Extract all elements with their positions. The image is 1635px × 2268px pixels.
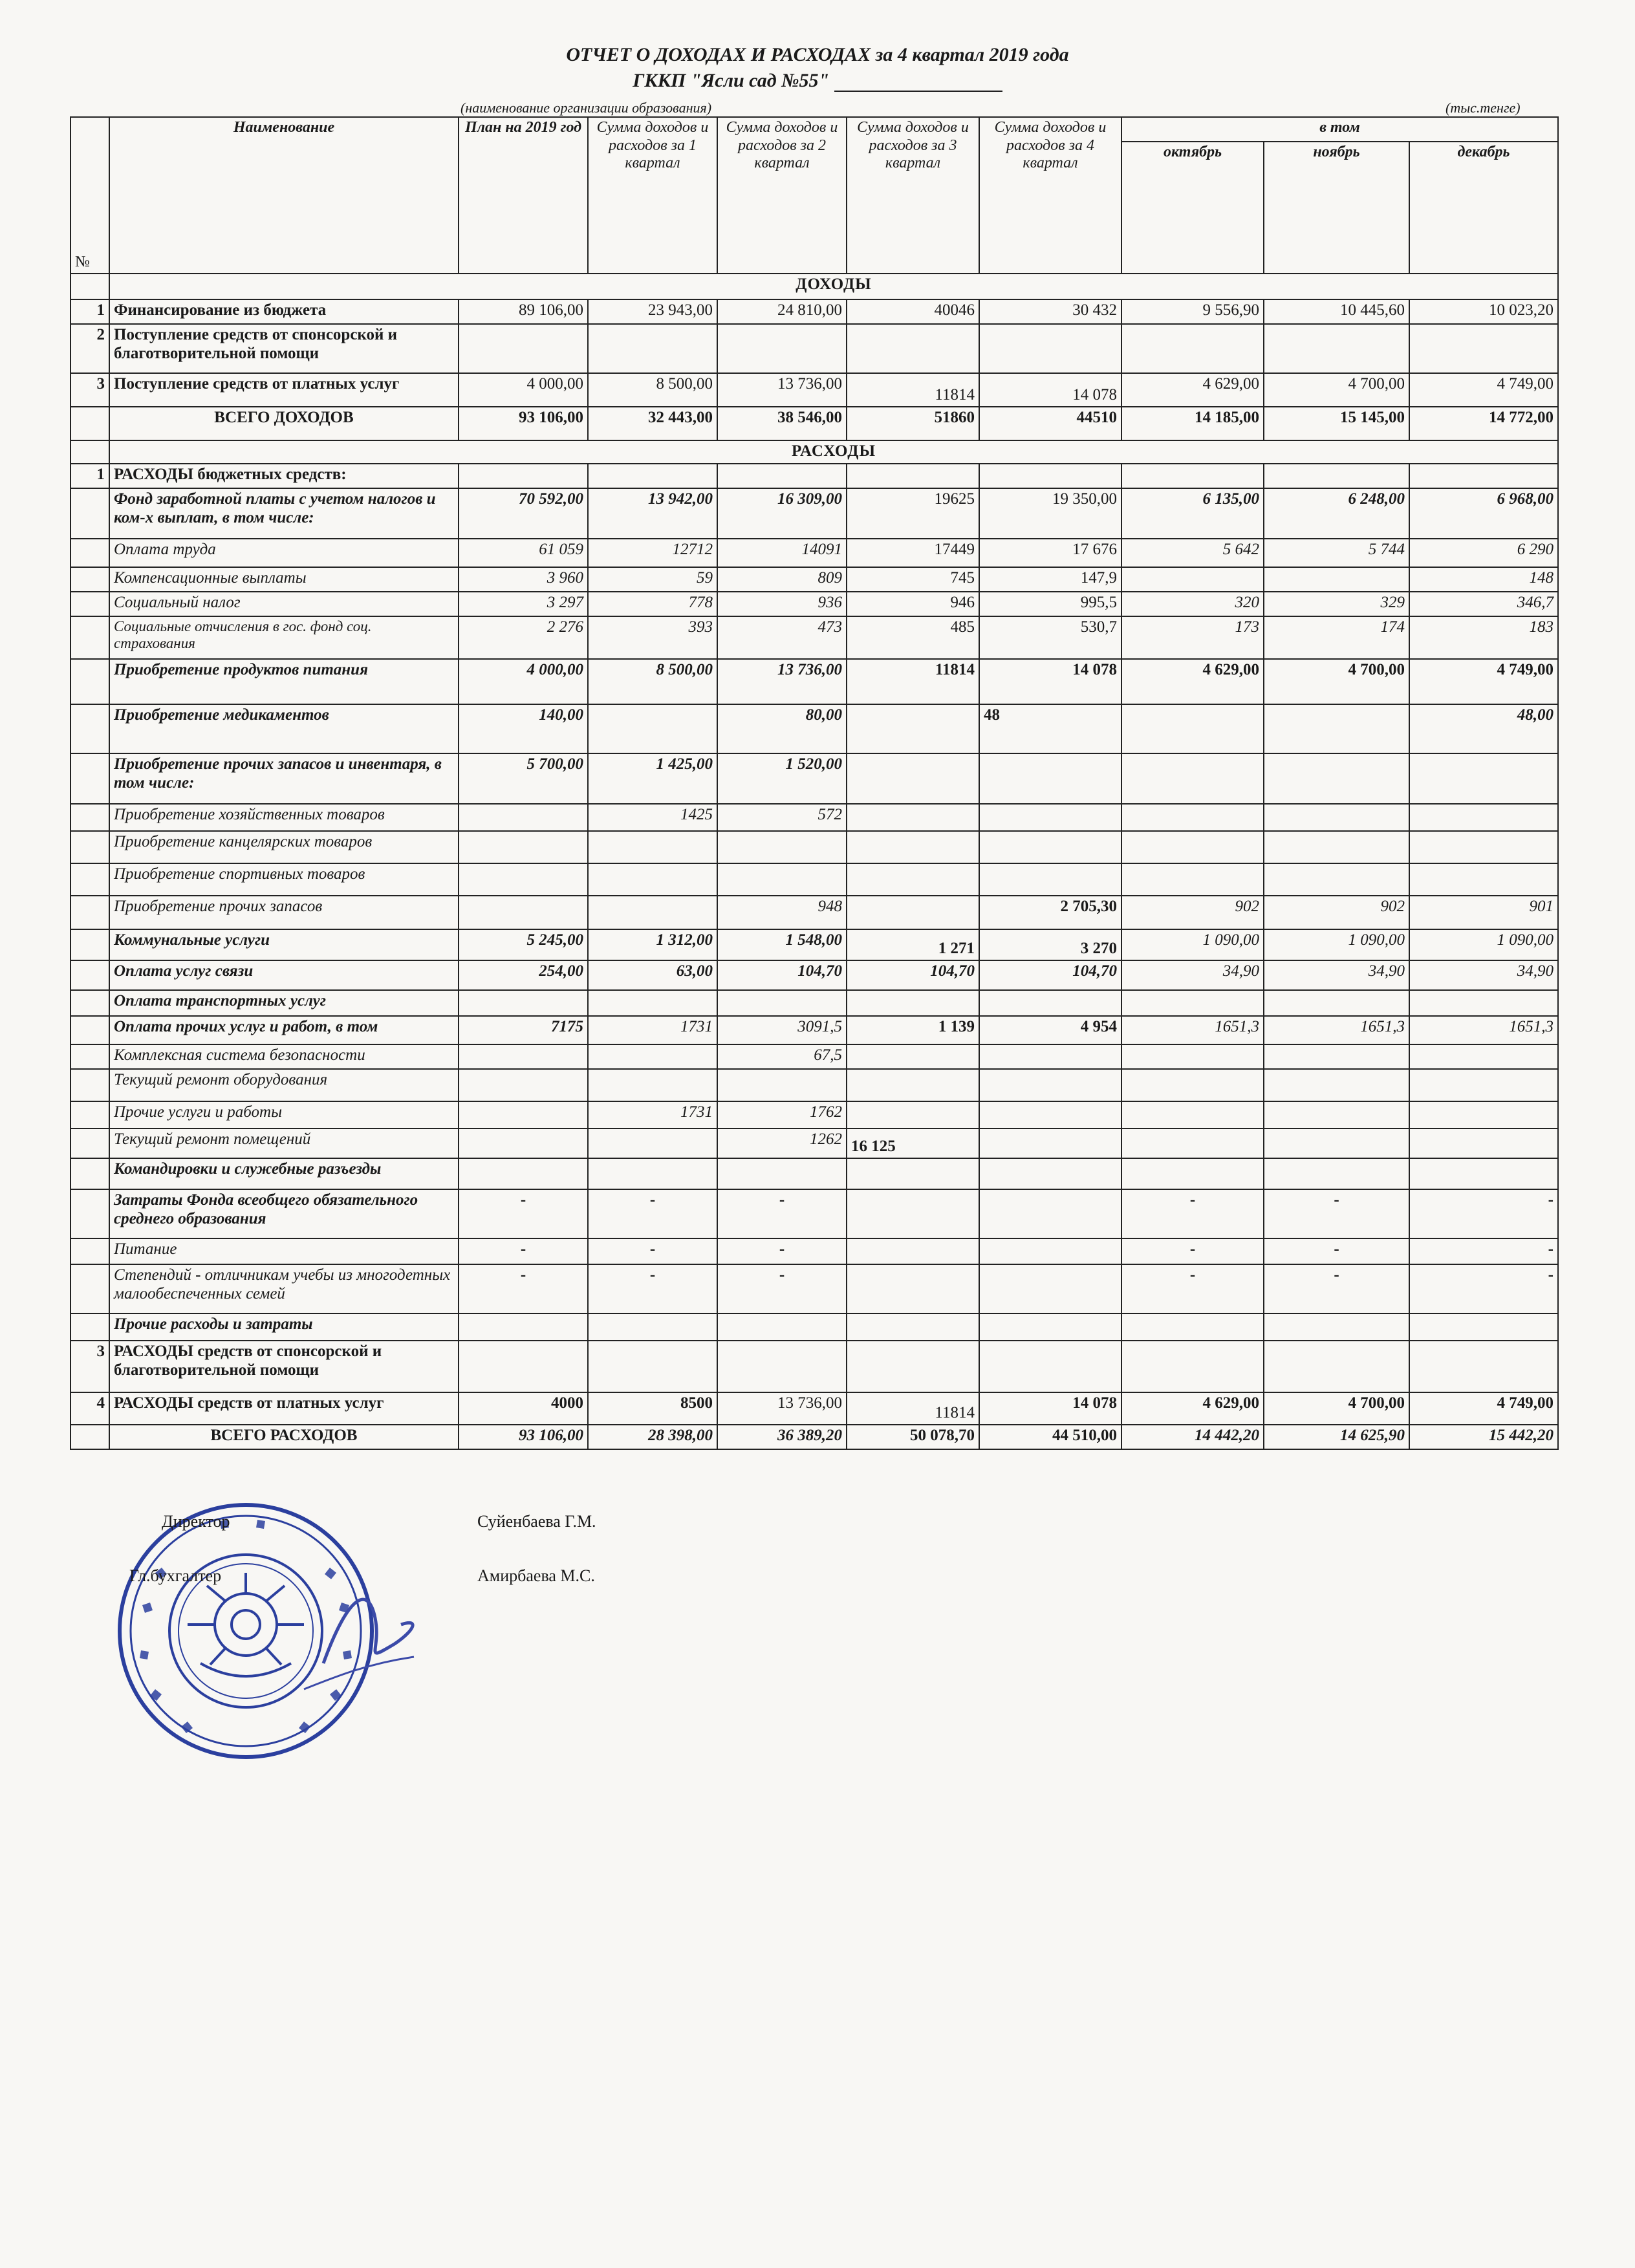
cell-q1: 1 425,00 [588, 753, 717, 804]
cell-q2: 1262 [717, 1129, 847, 1158]
cell-q1: 1 312,00 [588, 929, 717, 960]
cell-q3: 1 271 [847, 929, 979, 960]
cell-q2: 24 810,00 [717, 299, 847, 324]
cell-oct: 34,90 [1121, 960, 1264, 990]
cell-q1: 28 398,00 [588, 1425, 717, 1449]
row-index: 3 [70, 1341, 109, 1392]
cell-q4: 44 510,00 [979, 1425, 1121, 1449]
cell-plan: 4000 [459, 1392, 588, 1425]
cell-dec: 6 290 [1409, 539, 1558, 567]
row-name: Оплата услуг связи [109, 960, 459, 990]
cell-q3: 50 078,70 [847, 1425, 979, 1449]
cell-nov: 4 700,00 [1264, 659, 1409, 704]
cell-q2: 809 [717, 567, 847, 592]
cell-q4: 4 954 [979, 1016, 1121, 1044]
cell-oct: 1651,3 [1121, 1016, 1264, 1044]
cell-dec: 6 968,00 [1409, 488, 1558, 539]
units-note: (тыс.тенге) [1446, 100, 1521, 116]
row-name: Приобретение продуктов питания [109, 659, 459, 704]
cell-dec: 34,90 [1409, 960, 1558, 990]
cell-q1: - [588, 1238, 717, 1264]
cell-q4: 14 078 [979, 659, 1121, 704]
table-row [70, 1101, 1558, 1129]
row-name: Оплата труда [109, 539, 459, 567]
expense-total-row [70, 1425, 1558, 1449]
cell-plan: 61 059 [459, 539, 588, 567]
row-index: 1 [70, 299, 109, 324]
table-row [70, 1129, 1558, 1158]
cell-dec: 4 749,00 [1409, 373, 1558, 407]
cell-q2: 1 520,00 [717, 753, 847, 804]
cell-plan: 5 700,00 [459, 753, 588, 804]
table-row [70, 299, 1558, 324]
cell-q3: 16 125 [847, 1129, 979, 1158]
row-name-rest: средств от платных услуг [193, 1394, 384, 1412]
cell-q2: - [717, 1189, 847, 1238]
cell-nov: 14 625,90 [1264, 1425, 1409, 1449]
table-row [70, 1069, 1558, 1101]
table-row [70, 863, 1558, 896]
cell-dec: 48,00 [1409, 704, 1558, 753]
row-name: Текущий ремонт оборудования [109, 1069, 459, 1101]
cell-nov: - [1264, 1189, 1409, 1238]
section-expenses-row [70, 440, 1558, 464]
official-seal-icon [91, 1495, 427, 1767]
cell-plan: 254,00 [459, 960, 588, 990]
cell-q2: 1762 [717, 1101, 847, 1129]
cell-q2: 936 [717, 592, 847, 616]
table-row [70, 616, 1558, 659]
cell-q3: 11814 [847, 659, 979, 704]
cell-dec: - [1409, 1264, 1558, 1313]
cell-q4: 995,5 [979, 592, 1121, 616]
cell-q4: 2 705,30 [979, 896, 1121, 929]
cell-q2: - [717, 1238, 847, 1264]
cell-dec: - [1409, 1189, 1558, 1238]
col-oct: октябрь [1121, 142, 1264, 274]
table-row [70, 960, 1558, 990]
table-row [70, 1044, 1558, 1069]
row-name: Компенсационные выплаты [109, 567, 459, 592]
cell-nov: 902 [1264, 896, 1409, 929]
table-row [70, 1158, 1558, 1189]
row-name: ВСЕГО ДОХОДОВ [109, 407, 459, 440]
row-index: 4 [70, 1392, 109, 1425]
row-index: 2 [70, 324, 109, 373]
table-row [70, 896, 1558, 929]
cell-q2: 104,70 [717, 960, 847, 990]
table-row [70, 1238, 1558, 1264]
org-note: (наименование организации образования) [460, 100, 712, 116]
cell-dec: 15 442,20 [1409, 1425, 1558, 1449]
cell-q2: 3091,5 [717, 1016, 847, 1044]
cell-q4: 19 350,00 [979, 488, 1121, 539]
col-incl: в том [1121, 117, 1558, 142]
table-row [70, 488, 1558, 539]
cell-q1: 393 [588, 616, 717, 659]
cell-q3: 17449 [847, 539, 979, 567]
cell-q3: 51860 [847, 407, 979, 440]
cell-oct: 4 629,00 [1121, 1392, 1264, 1425]
cell-nov: - [1264, 1264, 1409, 1313]
cell-plan: 7175 [459, 1016, 588, 1044]
cell-dec: - [1409, 1238, 1558, 1264]
cell-q2: 36 389,20 [717, 1425, 847, 1449]
cell-oct: 320 [1121, 592, 1264, 616]
cell-plan: 93 106,00 [459, 407, 588, 440]
cell-q1: 1731 [588, 1101, 717, 1129]
table-row [70, 704, 1558, 753]
cell-plan: 4 000,00 [459, 659, 588, 704]
col-q2: Сумма доходов и расходов за 2 квартал [717, 117, 847, 274]
report-title: ОТЧЕТ О ДОХОДАХ И РАСХОДАХ за 4 квартал 2019 года [566, 44, 1069, 65]
accountant-name: Амирбаева М.С. [477, 1566, 595, 1585]
cell-q3: 19625 [847, 488, 979, 539]
cell-q3: 946 [847, 592, 979, 616]
cell-q1: 63,00 [588, 960, 717, 990]
cell-q4: 147,9 [979, 567, 1121, 592]
table-row [70, 567, 1558, 592]
col-nov: ноябрь [1264, 142, 1409, 274]
header-row-1 [70, 117, 1558, 142]
cell-q1: - [588, 1189, 717, 1238]
cell-oct: 1 090,00 [1121, 929, 1264, 960]
row-name: Оплата прочих услуг и работ, в том [109, 1016, 459, 1044]
col-num: № [70, 117, 109, 274]
table-row [70, 464, 1558, 488]
cell-q3: 104,70 [847, 960, 979, 990]
col-plan: План на 2019 год [459, 117, 588, 274]
cell-q4: 44510 [979, 407, 1121, 440]
row-name: Приобретение медикаментов [109, 704, 459, 753]
row-name: Приобретение прочих запасов [109, 896, 459, 929]
table-row [70, 373, 1558, 407]
cell-nov: 4 700,00 [1264, 373, 1409, 407]
cell-q1: 23 943,00 [588, 299, 717, 324]
table-row [70, 1341, 1558, 1392]
col-q3: Сумма доходов и расходов за 3 квартал [847, 117, 979, 274]
row-name: Комплексная система безопасности [109, 1044, 459, 1069]
cell-q4: 14 078 [979, 373, 1121, 407]
row-name: Приобретение прочих запасов и инвентаря, в том числе: [109, 753, 459, 804]
cell-nov: 1651,3 [1264, 1016, 1409, 1044]
row-name: Оплата транспортных услуг [109, 990, 459, 1016]
cell-q3: 11814 [847, 1392, 979, 1425]
cell-oct: 173 [1121, 616, 1264, 659]
accountant-label: Гл.бухгалтер [129, 1566, 222, 1585]
cell-q4: 17 676 [979, 539, 1121, 567]
cell-oct: - [1121, 1189, 1264, 1238]
cell-dec: 901 [1409, 896, 1558, 929]
table-row [70, 324, 1558, 373]
row-name-bold: РАСХОДЫ [114, 466, 194, 483]
col-q1: Сумма доходов и расходов за 1 квартал [588, 117, 717, 274]
table-row [70, 831, 1558, 863]
row-name: Прочие услуги и работы [109, 1101, 459, 1129]
cell-oct: 14 442,20 [1121, 1425, 1264, 1449]
cell-oct: 9 556,90 [1121, 299, 1264, 324]
cell-q2: 16 309,00 [717, 488, 847, 539]
cell-plan: - [459, 1238, 588, 1264]
cell-plan: 5 245,00 [459, 929, 588, 960]
cell-dec: 183 [1409, 616, 1558, 659]
cell-dec: 14 772,00 [1409, 407, 1558, 440]
cell-q2: 13 736,00 [717, 1392, 847, 1425]
table-row [70, 1264, 1558, 1313]
cell-nov: 329 [1264, 592, 1409, 616]
cell-q3: 485 [847, 616, 979, 659]
org-name-text: ГККП "Ясли сад №55" [633, 70, 830, 91]
cell-q2: 38 546,00 [717, 407, 847, 440]
cell-oct: 902 [1121, 896, 1264, 929]
cell-dec: 148 [1409, 567, 1558, 592]
row-index: 3 [70, 373, 109, 407]
cell-q1: 8500 [588, 1392, 717, 1425]
cell-nov: 5 744 [1264, 539, 1409, 567]
director-label: Директор [162, 1512, 230, 1531]
row-name: Питание [109, 1238, 459, 1264]
col-q4: Сумма доходов и расходов за 4 квартал [979, 117, 1121, 274]
row-name: Финансирование из бюджета [109, 299, 459, 324]
row-name: Прочие расходы и затраты [109, 1313, 459, 1341]
cell-oct: - [1121, 1238, 1264, 1264]
cell-plan: - [459, 1189, 588, 1238]
cell-q4: 104,70 [979, 960, 1121, 990]
cell-q2: 67,5 [717, 1044, 847, 1069]
section-income-row [70, 274, 1558, 299]
cell-oct: 14 185,00 [1121, 407, 1264, 440]
row-name-bold: РАСХОДЫ [114, 1394, 194, 1412]
cell-nov: 10 445,60 [1264, 299, 1409, 324]
director-name: Суйенбаева Г.М. [477, 1512, 596, 1531]
table-row [70, 659, 1558, 704]
col-name: Наименование [109, 117, 459, 274]
cell-q2: 1 548,00 [717, 929, 847, 960]
org-name [0, 70, 1635, 92]
cell-nov: 6 248,00 [1264, 488, 1409, 539]
col-dec: декабрь [1409, 142, 1558, 274]
section-expenses: РАСХОДЫ [109, 440, 1558, 464]
cell-plan: 93 106,00 [459, 1425, 588, 1449]
cell-q1: 8 500,00 [588, 659, 717, 704]
cell-q1: 12712 [588, 539, 717, 567]
cell-q2: 80,00 [717, 704, 847, 753]
cell-q2: 14091 [717, 539, 847, 567]
cell-dec: 4 749,00 [1409, 1392, 1558, 1425]
cell-q4: 48 [979, 704, 1121, 753]
table-row [70, 804, 1558, 831]
row-index: 1 [70, 464, 109, 488]
cell-plan: - [459, 1264, 588, 1313]
cell-dec: 10 023,20 [1409, 299, 1558, 324]
cell-plan: 89 106,00 [459, 299, 588, 324]
cell-q1: 8 500,00 [588, 373, 717, 407]
cell-q4: 30 432 [979, 299, 1121, 324]
table-row [70, 1016, 1558, 1044]
row-name: Коммунальные услуги [109, 929, 459, 960]
section-income: ДОХОДЫ [109, 274, 1558, 299]
cell-oct: 5 642 [1121, 539, 1264, 567]
table-row [70, 1392, 1558, 1425]
cell-q1: 1425 [588, 804, 717, 831]
cell-q2: 948 [717, 896, 847, 929]
cell-plan: 3 297 [459, 592, 588, 616]
row-name-rest: средств от спонсорской и благотворительной помощи [114, 1343, 382, 1379]
cell-q4: 530,7 [979, 616, 1121, 659]
cell-q3: 11814 [847, 373, 979, 407]
cell-nov: 4 700,00 [1264, 1392, 1409, 1425]
cell-q3: 1 139 [847, 1016, 979, 1044]
row-name: Текущий ремонт помещений [109, 1129, 459, 1158]
cell-dec: 1651,3 [1409, 1016, 1558, 1044]
row-name: Социальный налог [109, 592, 459, 616]
table-row [70, 1189, 1558, 1238]
table-row [70, 929, 1558, 960]
cell-q2: 13 736,00 [717, 373, 847, 407]
cell-oct: 6 135,00 [1121, 488, 1264, 539]
cell-dec: 4 749,00 [1409, 659, 1558, 704]
cell-q4: 14 078 [979, 1392, 1121, 1425]
row-name: Приобретение канцелярских товаров [109, 831, 459, 863]
cell-q1: 1731 [588, 1016, 717, 1044]
row-name: Затраты Фонда всеобщего обязательного среднего образования [109, 1189, 459, 1238]
cell-plan: 3 960 [459, 567, 588, 592]
cell-q2: 572 [717, 804, 847, 831]
cell-oct: 4 629,00 [1121, 659, 1264, 704]
cell-q1: 13 942,00 [588, 488, 717, 539]
cell-q4: 3 270 [979, 929, 1121, 960]
cell-nov: 174 [1264, 616, 1409, 659]
cell-q1: 59 [588, 567, 717, 592]
cell-plan: 70 592,00 [459, 488, 588, 539]
cell-q1: 32 443,00 [588, 407, 717, 440]
row-name-bold: РАСХОДЫ [114, 1343, 194, 1360]
row-name: Приобретение хозяйственных товаров [109, 804, 459, 831]
row-name-rest: бюджетных средств: [193, 466, 347, 483]
row-name: Степендий - отличникам учебы из многодетных малообеспеченных семей [109, 1264, 459, 1313]
table-row [70, 539, 1558, 567]
row-name: Приобретение спортивных товаров [109, 863, 459, 896]
report-table [70, 116, 1559, 1450]
row-name: Командировки и служебные разъезды [109, 1158, 459, 1189]
cell-plan: 2 276 [459, 616, 588, 659]
cell-q1: 778 [588, 592, 717, 616]
cell-q2: 13 736,00 [717, 659, 847, 704]
row-name: Социальные отчисления в гос. фонд соц. страхования [109, 616, 459, 659]
cell-oct: 4 629,00 [1121, 373, 1264, 407]
cell-q2: 473 [717, 616, 847, 659]
cell-nov: 1 090,00 [1264, 929, 1409, 960]
cell-q3: 40046 [847, 299, 979, 324]
table-row [70, 990, 1558, 1016]
table-row [70, 1313, 1558, 1341]
org-blank-line [834, 74, 1002, 92]
cell-plan: 4 000,00 [459, 373, 588, 407]
cell-plan: 140,00 [459, 704, 588, 753]
row-name: ВСЕГО РАСХОДОВ [109, 1425, 459, 1449]
cell-q1: - [588, 1264, 717, 1313]
cell-oct: - [1121, 1264, 1264, 1313]
cell-q2: - [717, 1264, 847, 1313]
cell-q3: 745 [847, 567, 979, 592]
row-name: Поступление средств от платных услуг [109, 373, 459, 407]
cell-nov: 15 145,00 [1264, 407, 1409, 440]
cell-nov: - [1264, 1238, 1409, 1264]
table-row [70, 753, 1558, 804]
table-row [70, 592, 1558, 616]
income-total-row [70, 407, 1558, 440]
cell-nov: 34,90 [1264, 960, 1409, 990]
row-name: Поступление средств от спонсорской и благотворительной помощи [109, 324, 459, 373]
cell-dec: 1 090,00 [1409, 929, 1558, 960]
cell-dec: 346,7 [1409, 592, 1558, 616]
row-name: Фонд заработной платы с учетом налогов и ком-х выплат, в том числе: [109, 488, 459, 539]
